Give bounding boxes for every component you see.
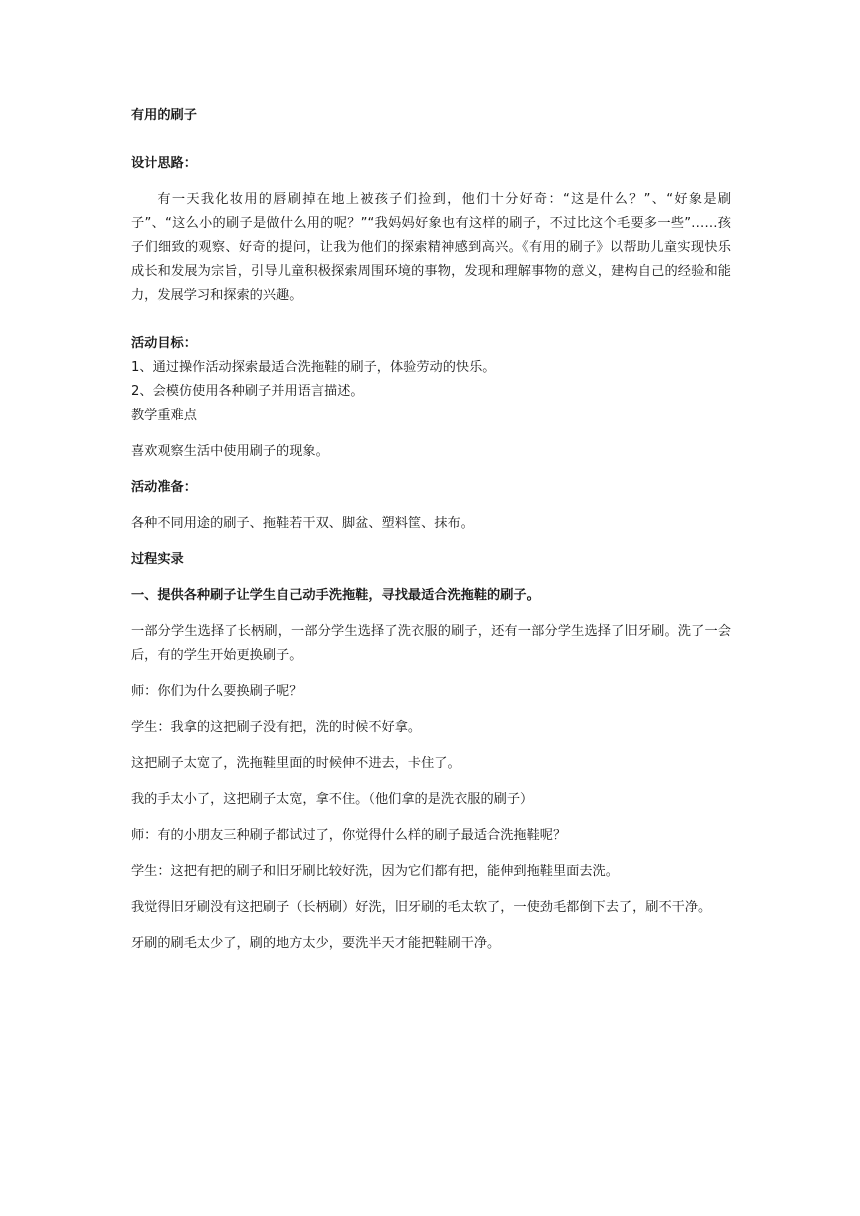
design-paragraph: 有一天我化妆用的唇刷掉在地上被孩子们捡到，他们十分好奇：“这是什么？”、“好象是刷子”、“这么小的刷子是做什么用的呢？”“我妈妈好象也有这样的刷子，不过比这个毛要多一些”……孩子们细致的观察、好奇的提问，让我为他们的探索精神感到高兴。《有用的刷子》以帮助儿童实现快乐成长和发展为宗旨，引导儿童积极探索周围环境的事物，发现和理解事物的意义，建构自己的经验和能力，发展学习和探索的兴趣。 <box>131 192 731 303</box>
document-page <box>131 104 731 956</box>
prep-paragraph: 各种不同用途的刷子、拖鞋若干双、脚盆、塑料筐、抹布。 <box>131 516 474 531</box>
key-points-heading: 教学重难点 <box>131 408 197 423</box>
process-paragraph: 我觉得旧牙刷没有这把刷子（长柄刷）好洗，旧牙刷的毛太软了，一使劲毛都倒下去了，刷不干净。 <box>131 900 712 915</box>
goals-heading: 活动目标： <box>131 336 197 351</box>
process-paragraph: 这把刷子太宽了，洗拖鞋里面的时候伸不进去，卡住了。 <box>131 756 461 771</box>
process-paragraph: 学生：这把有把的刷子和旧牙刷比较好洗，因为它们都有把，能伸到拖鞋里面去洗。 <box>131 864 619 879</box>
process-paragraph: 师：有的小朋友三种刷子都试过了，你觉得什么样的刷子最适合洗拖鞋呢？ <box>131 828 567 843</box>
process-paragraph: 一部分学生选择了长柄刷，一部分学生选择了洗衣服的刷子，还有一部分学生选择了旧牙刷。洗了一会后，有的学生开始更换刷子。 <box>131 624 731 663</box>
process-heading: 过程实录 <box>131 552 184 567</box>
document-title: 有用的刷子 <box>131 108 197 123</box>
process-paragraph: 学生：我拿的这把刷子没有把，洗的时候不好拿。 <box>131 720 422 735</box>
key-points-paragraph: 喜欢观察生活中使用刷子的现象。 <box>131 444 329 459</box>
process-step-1: 一、提供各种刷子让学生自己动手洗拖鞋，寻找最适合洗拖鞋的刷子。 <box>131 588 540 603</box>
goal-item-2: 2、会模仿使用各种刷子并用语言描述。 <box>131 384 364 399</box>
design-heading: 设计思路： <box>131 156 197 171</box>
goal-item-1: 1、通过操作活动探索最适合洗拖鞋的刷子，体验劳动的快乐。 <box>131 360 496 375</box>
process-paragraph: 师：你们为什么要换刷子呢？ <box>131 684 303 699</box>
prep-heading: 活动准备： <box>131 480 197 495</box>
process-paragraph: 牙刷的刷毛太少了，刷的地方太少，要洗半天才能把鞋刷干净。 <box>131 936 501 951</box>
process-paragraph: 我的手太小了，这把刷子太宽，拿不住。（他们拿的是洗衣服的刷子） <box>131 792 534 807</box>
